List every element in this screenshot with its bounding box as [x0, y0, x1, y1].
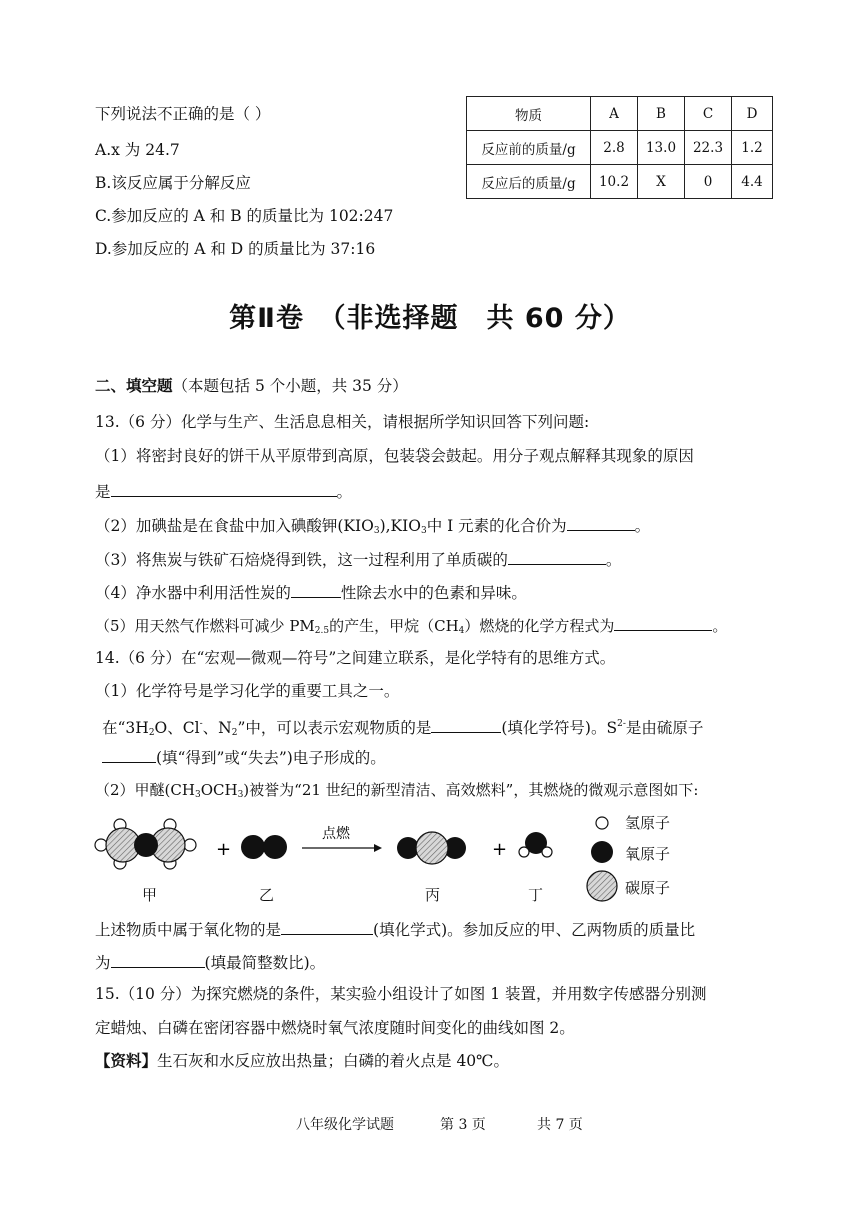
q13-sub3-end: 。 — [605, 551, 622, 569]
q14-text: (填化学式)。参加反应的甲、乙两物质的质量比 — [373, 921, 696, 939]
q13-stem: 13.（6 分）化学与生产、生活息息相关，请根据所学知识回答下列问题: — [95, 413, 590, 431]
table-header: A — [591, 97, 638, 131]
reference-text: 生石灰和水反应放出热量；白磷的着火点是 40℃。 — [157, 1052, 510, 1070]
answer-blank[interactable] — [111, 951, 205, 968]
q13-sub5 — [95, 614, 727, 641]
q14-text: 是由硫原子 — [625, 719, 704, 737]
part2-note: （本题包括 5 个小题，共 35 分） — [172, 377, 408, 395]
q13-sub4 — [95, 581, 527, 603]
q14-sub3 — [95, 918, 695, 940]
q14-text: 在“3H — [102, 719, 149, 737]
answer-blank[interactable] — [111, 480, 337, 497]
subscript: 2 — [148, 728, 155, 738]
condition-label: 点燃 — [322, 826, 350, 842]
table-cell: 反应后的质量/g — [467, 165, 591, 199]
answer-blank[interactable] — [508, 548, 606, 565]
q13-sub3 — [95, 548, 621, 570]
legend-label-hydrogen: 氢原子 — [625, 814, 671, 832]
table-header: D — [732, 97, 773, 131]
q15-reference — [95, 1051, 509, 1071]
mass-table — [466, 96, 773, 199]
q15-stem-line2: 定蜡烛、白磷在密闭容器中燃烧时氧气浓度随时间变化的曲线如图 2。 — [95, 1019, 575, 1037]
table-cell: 22.3 — [685, 131, 732, 165]
q13-sub4-text: 性除去水中的色素和异味。 — [340, 584, 527, 602]
q14-stem: 14.（6 分）在“宏观—微观—符号”之间建立联系，是化学特有的思维方式。 — [95, 649, 616, 667]
q14-text: )被誉为“21 世纪的新型清洁、高效燃料”，其燃烧的微观示意图如下: — [243, 781, 699, 799]
table-cell: 1.2 — [732, 131, 773, 165]
q13-sub1-prefix: 是 — [95, 483, 111, 501]
q13-sub1-text: （1）将密封良好的饼干从平原带到高原，包装袋会鼓起。用分子观点解释其现象的原因 — [95, 447, 694, 465]
q14-sub1-question — [102, 714, 703, 743]
q13-sub2-text: 中 I 元素的化合价为 — [426, 517, 567, 535]
q14-text: (填“得到”或“失去”)电子形成的。 — [156, 749, 386, 767]
legend-label-oxygen: 氧原子 — [625, 845, 671, 863]
carbon-atom — [416, 832, 448, 864]
q13-sub5-text: ）燃烧的化学方程式为 — [464, 617, 615, 635]
q12-option-d: D.参加反应的 A 和 D 的质量比为 37:16 — [95, 240, 376, 258]
q13-sub2-text: （2）加碘盐是在食盐中加入碘酸钾(KIO — [95, 517, 374, 535]
table-cell: 0 — [685, 165, 732, 199]
table-cell: 10.2 — [591, 165, 638, 199]
table-cell: 4.4 — [732, 165, 773, 199]
table-header: 物质 — [467, 97, 591, 131]
q12-option-a: A.x 为 24.7 — [95, 141, 180, 159]
subscript: 3 — [420, 526, 427, 536]
q13-sub2-end: 。 — [634, 517, 651, 535]
answer-blank[interactable] — [281, 918, 373, 935]
answer-blank[interactable] — [102, 746, 156, 763]
q14-text: 、N — [202, 719, 232, 737]
q14-text: OCH — [200, 781, 238, 799]
oxygen-atom — [241, 835, 265, 859]
plus-sign: + — [492, 839, 508, 860]
q13-sub3-text: （3）将焦炭与铁矿石焙烧得到铁，这一过程利用了单质碳的 — [95, 551, 508, 569]
oxygen-legend-icon — [591, 841, 613, 863]
table-cell: X — [638, 165, 685, 199]
section-title: 第Ⅱ卷 （非选择题 共 60 分） — [229, 303, 631, 334]
q13-sub1-answer-line — [95, 480, 352, 502]
q13-sub5-end: 。 — [712, 617, 728, 635]
footer-page: 第 3 页 — [440, 1117, 486, 1133]
answer-blank[interactable] — [431, 716, 501, 733]
table-row — [467, 165, 773, 199]
part2-heading-line — [95, 376, 408, 396]
label-ding: 丁 — [528, 886, 544, 904]
answer-blank[interactable] — [567, 514, 635, 531]
q14-text: (填化学符号)。S — [501, 719, 618, 737]
table-header: B — [638, 97, 685, 131]
subscript: 2 — [231, 728, 238, 738]
reaction-arrow — [302, 844, 382, 852]
carbon-legend-icon — [587, 871, 617, 901]
label-jia: 甲 — [142, 886, 158, 904]
molecule-carbon-dioxide — [397, 832, 466, 864]
q14-text: ”中，可以表示宏观物质的是 — [237, 719, 432, 737]
molecule-water — [519, 832, 552, 857]
q12-option-b: B.该反应属于分解反应 — [95, 174, 251, 192]
reference-label: 【资料】 — [95, 1052, 158, 1070]
reaction-diagram — [90, 812, 710, 922]
superscript: - — [199, 719, 203, 729]
plus-sign: + — [216, 839, 232, 860]
answer-blank[interactable] — [614, 614, 712, 631]
q12-option-c: C.参加反应的 A 和 B 的质量比为 102:247 — [95, 207, 394, 225]
q13-sub5-text: 的产生，甲烷（CH — [329, 617, 459, 635]
q13-sub1-suffix: 。 — [336, 483, 353, 501]
hydrogen-atom — [95, 839, 107, 851]
legend-label-carbon: 碳原子 — [625, 879, 671, 897]
q14-sub1: （1）化学符号是学习化学的重要工具之一。 — [95, 682, 400, 700]
q14-text: 上述物质中属于氧化物的是 — [95, 921, 282, 939]
part2-heading: 二、填空题 — [95, 377, 173, 395]
subscript: 3 — [373, 526, 380, 536]
q14-sub2 — [95, 780, 698, 805]
q14-text: O、Cl — [154, 719, 200, 737]
hydrogen-atom — [519, 847, 529, 857]
hydrogen-atom — [542, 847, 552, 857]
label-yi: 乙 — [259, 886, 275, 904]
q14-text: 为 — [95, 954, 111, 972]
oxygen-atom — [134, 833, 158, 857]
q14-text: (填最简整数比)。 — [204, 954, 326, 972]
table-cell: 反应前的质量/g — [467, 131, 591, 165]
q14-text: （2）甲醚(CH — [95, 781, 195, 799]
q13-sub4-text: （4）净水器中利用活性炭的 — [95, 584, 291, 602]
q14-sub4 — [95, 951, 325, 973]
footer-total: 共 7 页 — [537, 1117, 583, 1133]
q13-sub2 — [95, 514, 650, 541]
table-header-row — [467, 97, 773, 131]
subscript: 3 — [237, 790, 244, 800]
hydrogen-atom — [184, 839, 196, 851]
table-cell: 2.8 — [591, 131, 638, 165]
molecule-dimethyl-ether — [95, 819, 196, 869]
table-cell: 13.0 — [638, 131, 685, 165]
subscript: 4 — [458, 626, 465, 636]
q14-sub1-continued — [102, 746, 386, 768]
molecule-oxygen — [241, 835, 287, 859]
footer-subject: 八年级化学试题 — [296, 1117, 394, 1133]
table-row — [467, 131, 773, 165]
subscript: 3 — [194, 790, 201, 800]
hydrogen-legend-icon — [596, 817, 608, 829]
table-header: C — [685, 97, 732, 131]
oxygen-atom — [263, 835, 287, 859]
answer-blank[interactable] — [291, 581, 341, 598]
q13-sub5-text: （5）用天然气作燃料可减少 PM — [95, 617, 315, 635]
label-bing: 丙 — [425, 886, 441, 904]
subscript: 2.5 — [314, 626, 330, 636]
q13-sub2-text: ),KIO — [379, 517, 421, 535]
legend — [587, 817, 617, 901]
superscript: 2- — [617, 719, 626, 729]
q15-stem-line1: 15.（10 分）为探究燃烧的条件，某实验小组设计了如图 1 装置，并用数字传感器分别测 — [95, 985, 707, 1003]
q12-stem: 下列说法不正确的是（ ） — [95, 105, 271, 123]
